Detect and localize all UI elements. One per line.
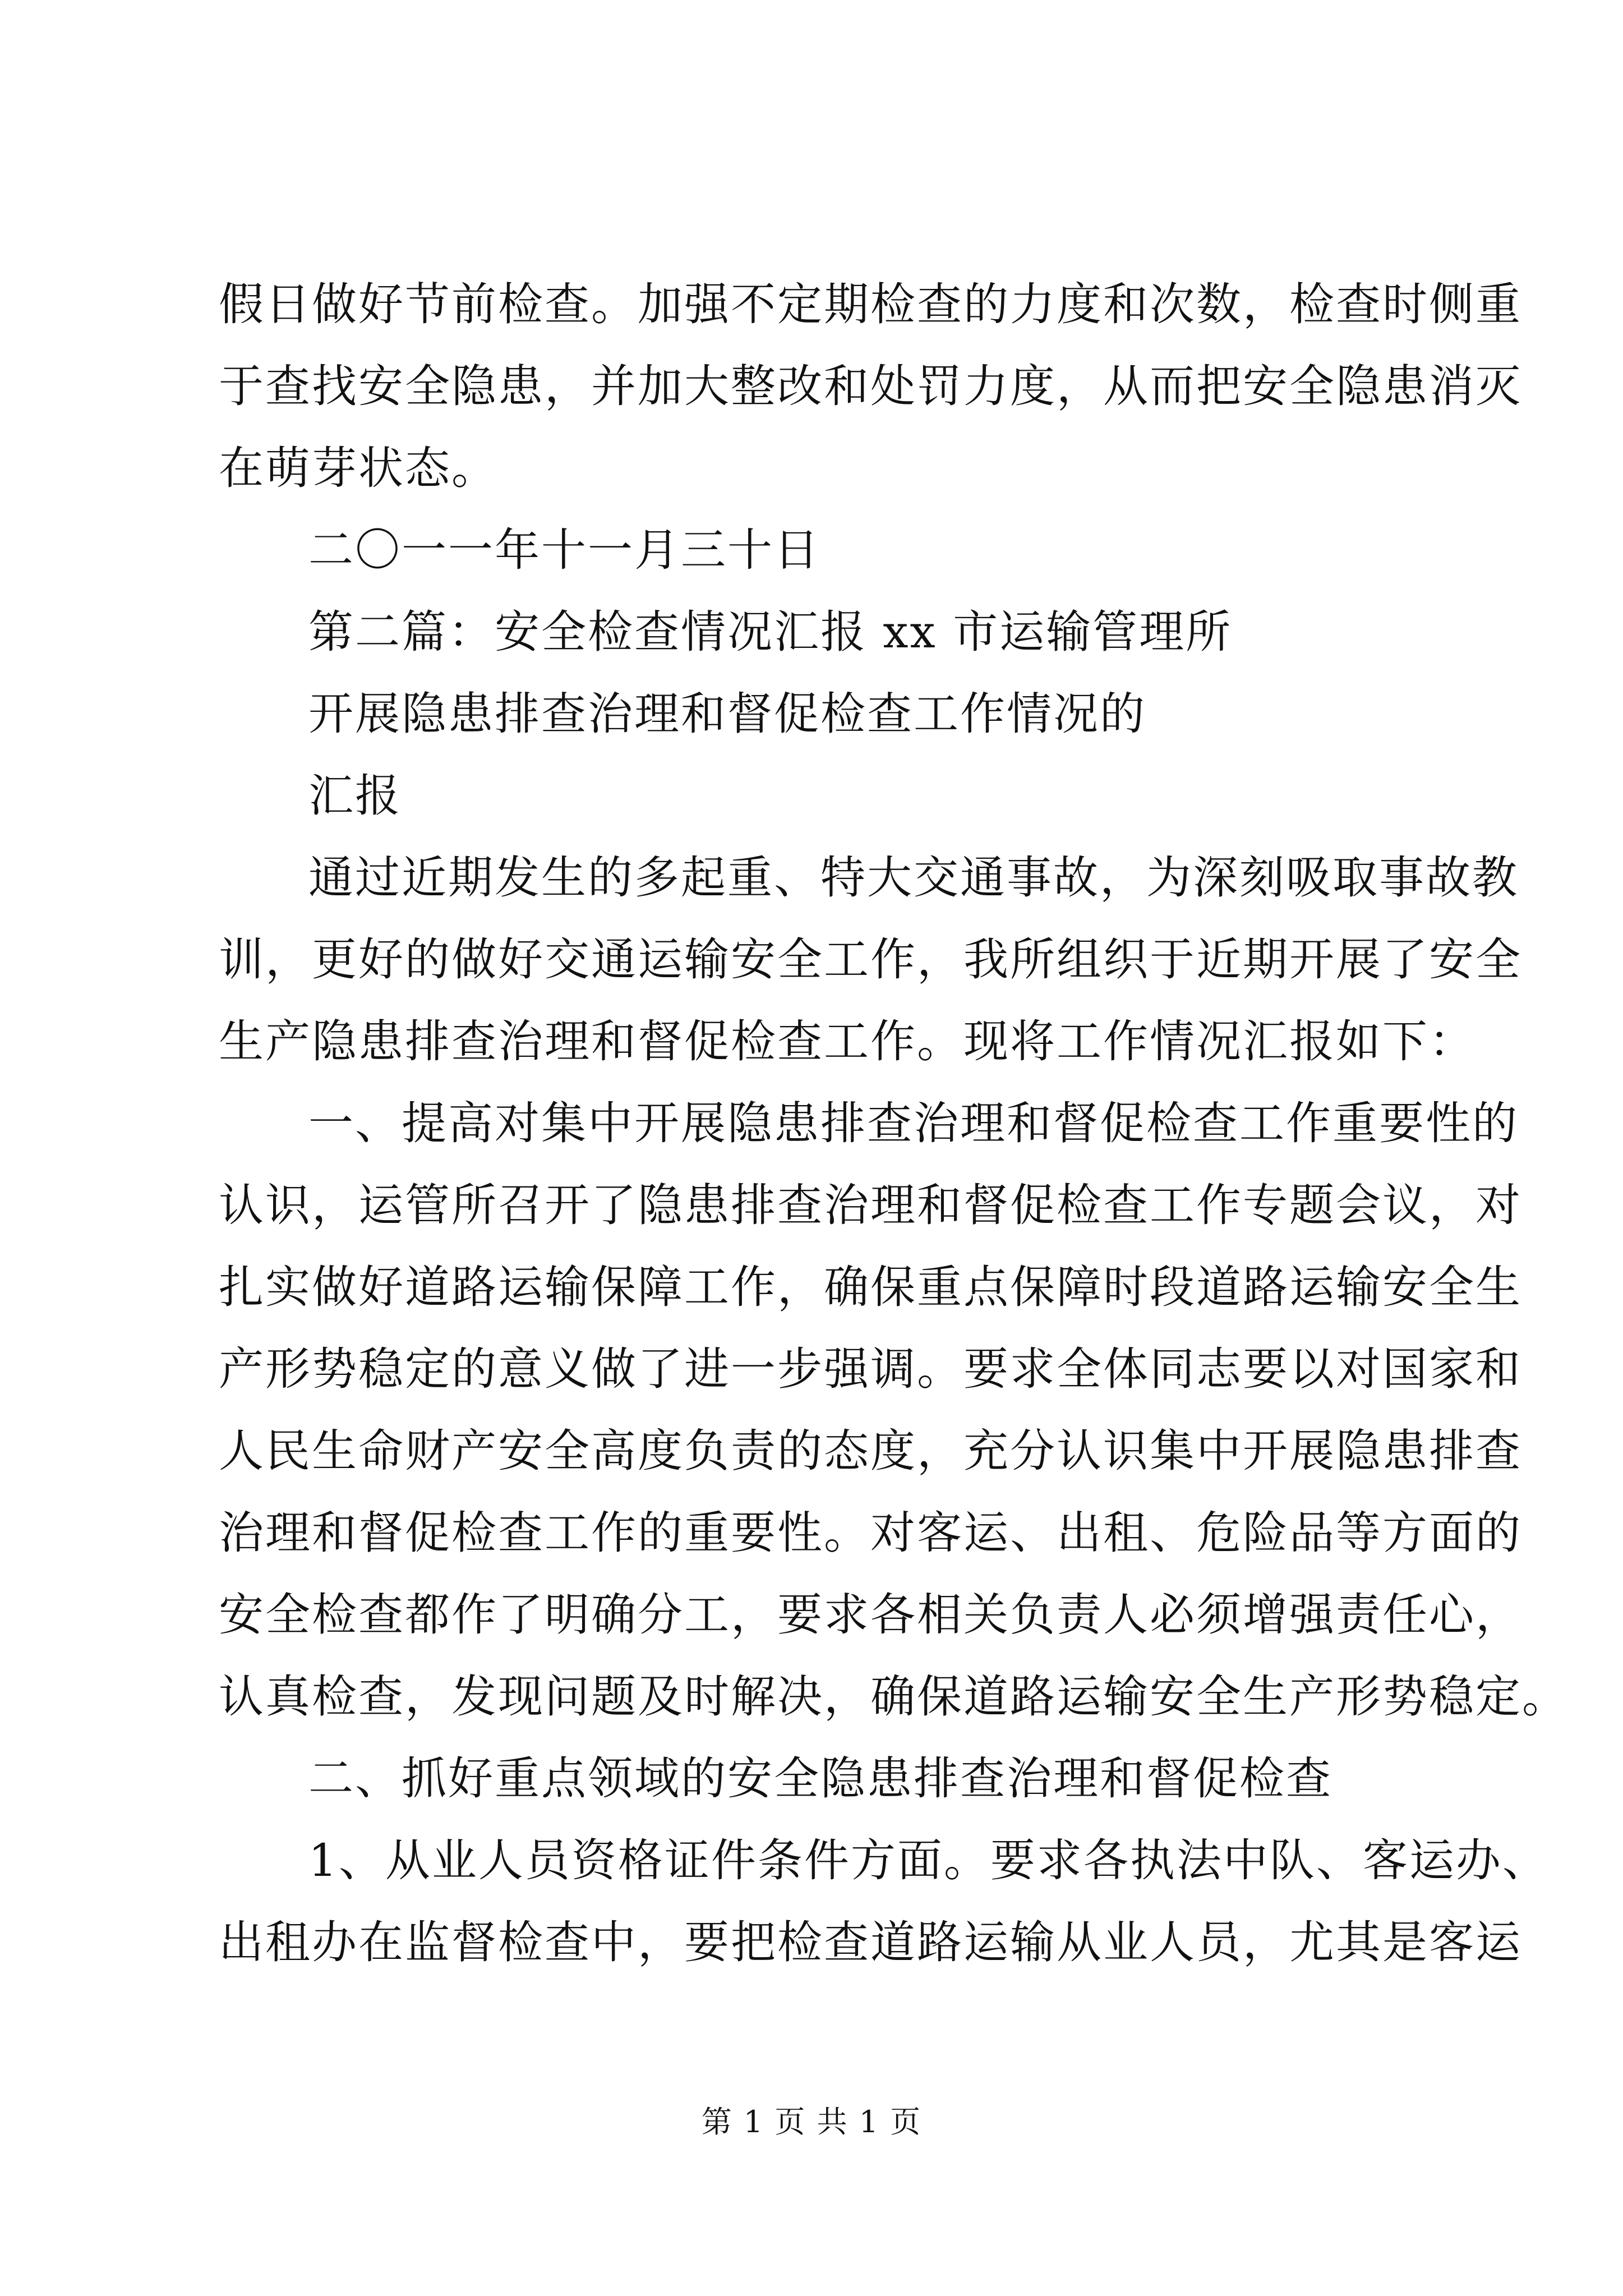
text-line: 安全检查都作了明确分工，要求各相关负责人必须增强责任心， xyxy=(219,1589,1522,1641)
date-line: 二〇一一年十一月三十日 xyxy=(308,524,820,576)
text-line: 于查找安全隐患，并加大整改和处罚力度，从而把安全隐患消灭 xyxy=(219,360,1522,412)
report-title-line: 开展隐患排查治理和督促检查工作情况的 xyxy=(308,688,1146,740)
report-title-line: 汇报 xyxy=(308,770,402,822)
text-line: 在萌芽状态。 xyxy=(219,442,498,494)
document-body xyxy=(219,264,1569,1984)
text-line: 通过近期发生的多起重、特大交通事故，为深刻吸取事故教 xyxy=(308,852,1519,904)
text-line: 扎实做好道路运输保障工作，确保重点保障时段道路运输安全生 xyxy=(219,1261,1522,1313)
text-line: 训，更好的做好交通运输安全工作，我所组织于近期开展了安全 xyxy=(219,933,1522,986)
text-line: 认真检查，发现问题及时解决，确保道路运输安全生产形势稳定。 xyxy=(219,1671,1569,1723)
text-line: 认识，运管所召开了隐患排查治理和督促检查工作专题会议，对 xyxy=(219,1179,1522,1231)
text-line: 出租办在监督检查中，要把检查道路运输从业人员，尤其是客运 xyxy=(219,1916,1522,1968)
text-line: 假日做好节前检查。加强不定期检查的力度和次数，检查时侧重 xyxy=(219,278,1522,330)
text-line: 治理和督促检查工作的重要性。对客运、出租、危险品等方面的 xyxy=(219,1507,1522,1559)
text-line: 1、从业人员资格证件条件方面。要求各执法中队、客运办、 xyxy=(308,1834,1549,1887)
text-line: 产形势稳定的意义做了进一步强调。要求全体同志要以对国家和 xyxy=(219,1343,1522,1395)
text-line: 人民生命财产安全高度负责的态度，充分认识集中开展隐患排查 xyxy=(219,1425,1522,1477)
section-heading: 第二篇：安全检查情况汇报 xx 市运输管理所 xyxy=(308,606,1233,658)
text-line: 一、提高对集中开展隐患排查治理和督促检查工作重要性的 xyxy=(308,1097,1519,1149)
text-line: 二、抓好重点领域的安全隐患排查治理和督促检查 xyxy=(308,1752,1332,1805)
text-line: 生产隐患排查治理和督促检查工作。现将工作情况汇报如下： xyxy=(219,1015,1476,1068)
page-footer: 第 1 页 共 1 页 xyxy=(701,2104,922,2139)
